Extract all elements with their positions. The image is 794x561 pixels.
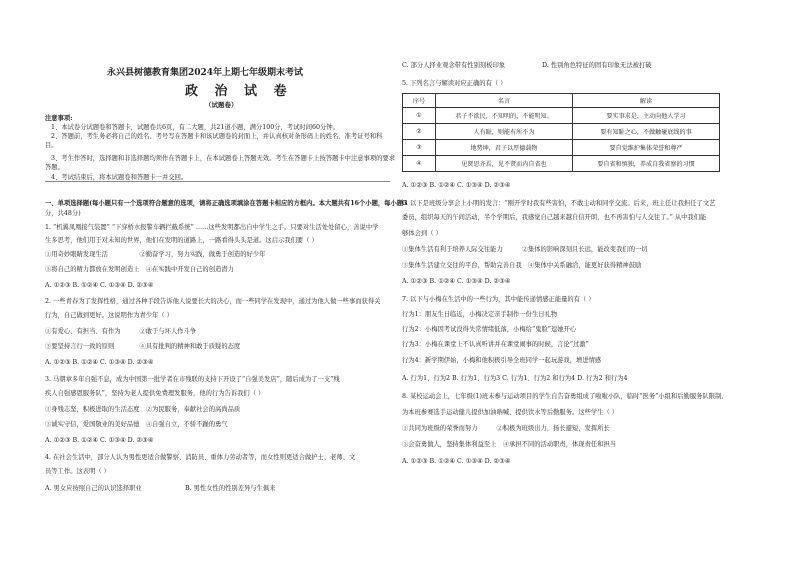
question-6-line: 6. 以下是班级分享会上小明的发言：“刚开学时我有些害怕，不敢主动和同学交流。后来，班主任让我担任了文艺 [402, 200, 716, 207]
question-3-line: 3. 马朝章多年自强不息，成为中国第一批学者在市残联的支持下开设了“自强美发店”，随后成为了一支”残 [45, 376, 340, 383]
question-8-line: ③会奋勇做人，坚持集体利益至上 ④承担不同的活动职责，体现责任和担当 [402, 441, 617, 448]
table-cell: 要自觉维护集体荣誉和尊严 [573, 140, 720, 156]
question-1-options: A. ①②③ B. ①②④ C. ①③④ D. ②③④ [45, 282, 154, 289]
table-cell: 要实事求是，主动向他人学习 [573, 108, 720, 124]
question-4-option-b: B. 男性女性的性别差异与生俱来 [185, 485, 276, 492]
notes-line: 4、考试结束后，将本试题卷和答题卡一并交回。 [51, 174, 188, 181]
question-8-line: ①共同为班级的荣誉而努力 ②积极为班级出力，扬长避短，发挥所长 [402, 425, 610, 432]
notes-line: 1、本试卷分试题卷和答题卡，试题卷共6页，有二大题，共21道小题，满分100分，考试时间60分钟。 [51, 124, 339, 131]
table-cell: ① [403, 108, 436, 124]
table-cell: 见贤思齐焉，见不贤而内自省也 [436, 156, 573, 172]
question-1-line: ①用奇妙眼睛发现生活 ②勤奋学习，努力实践，做勇于创造的好少年 [45, 251, 266, 258]
table-cell: ④ [403, 156, 436, 172]
table-header: 序号 [403, 94, 436, 108]
question-2-line: ③要坚持言行一致的原则 ④具有批判的精神和敢于质疑的态度 [45, 343, 241, 350]
question-7-line: 7. 以下与小梅在生活中的一些行为，其中能传递情感正能量的有（ ） [402, 296, 595, 303]
table-header-row [403, 94, 720, 108]
question-4-option-a: A. 男女应按照自己的认识选择职业 [45, 485, 142, 492]
question-2-line: ①有爱心、有担当、有作为 ②敢于与坏人作斗争 [45, 328, 197, 335]
table-cell: 君子不欲民，不知明的，不能明知。 [436, 108, 573, 124]
question-5-stem: 5. 下列名言与解读对应正确的有（ ） [402, 80, 507, 87]
question-4-option-d: D. 性别角色特征的固有印象无法被打破 [542, 62, 652, 69]
table-row [403, 108, 720, 124]
question-4-option-c: C. 部分人择业观念带有性别刻板印象 [402, 62, 506, 69]
table-cell: ② [403, 124, 436, 140]
notes-line: 3、考生作答时，选择题和非选择题均须作在答题卡上，在本试题卷上答题无效。考生在答题卡上按答题卡中注意事项的要求 [51, 155, 396, 162]
question-8-line: 为本班参赛选手运动健儿提供加油呐喊、提供饮水等后勤服务。这些学生（ ） [402, 409, 619, 416]
question-6-line: 够体会到（ ） [402, 230, 442, 237]
question-7-options: A. 行为1、行为2 B. 行为1、行为3 C. 行为1、行为2 和行为4 D. 行为2 和行为4 [402, 375, 628, 382]
notes-line: 2、答题前，考生务必将自己的姓名、考号写在答题卡和该试题卷的封面上，并认真核对条形码上的姓名、准考证号和科 [51, 133, 383, 140]
table-cell: 要有知耻之心，不做触碰底线的事 [573, 124, 720, 140]
subject-title: 政 治 试 卷 [185, 84, 293, 99]
question-2-options: A. ①②③ B. ①②④ C. ①③④ D. ②③④ [45, 359, 154, 366]
table-row [403, 140, 720, 156]
section1-intro: 分，共48分) [45, 210, 81, 217]
table-cell: 人有耻，则能有所不为 [436, 124, 573, 140]
table-row [403, 124, 720, 140]
question-1-line: ③将自己的精力都放在发明创造上 ④在实践中开发自己的创造潜力 [45, 266, 234, 273]
table-cell: 地势坤，君子以厚德载物 [436, 140, 573, 156]
question-3-line: 疾人自强感恩服务队”，坚持为老人提供免费理发服务，他的行为告诉我们（ ） [45, 390, 265, 397]
table-header: 解读 [573, 94, 720, 108]
question-2-line: 行为，自己做到更好。这说明作为青少年（ ） [45, 312, 173, 319]
notes-heading: 注意事项: [45, 115, 73, 122]
question-7-line: 行为3：小梅在课堂上不认真听讲并在课堂闹事的时候，言论“过激” [402, 341, 589, 348]
table-cell: ③ [403, 140, 436, 156]
question-3-line: ①身残志坚，积极进取的生活态度 ②为民服务，奉献社会的高尚品质 [45, 406, 241, 413]
question-7-line: 行为4：新学期伊始，小梅和他积极引导全班同学一起玩游戏，增进情感 [402, 357, 602, 364]
question-5-options: A. ①②③ B. ①②④ C. ①③④ D. ②③④ [402, 182, 511, 189]
question-6-options: A. ①②③ B. ①②④ C. ①③④ D. ②③④ [402, 278, 511, 285]
table-cell: 要自省和慎独，养成自我省察的习惯 [573, 156, 720, 172]
question-6-line: ①集体生活有利于培养人际交往能力 ②集体的影响深刻且长远，能改变我们的一切 [402, 246, 648, 253]
question-8-options: A. ①②③ B. ①②④ C. ①③④ D. ②③④ [402, 458, 511, 465]
left-column [45, 0, 408, 561]
question-1-line: 1. “机翼凤凰接气装置” “下穿桥水报警车辆拦截系统” ……这些发明都出自中学生之手。只要对生活处处留心，善说中学 [45, 224, 379, 231]
question-7-line: 行为2：小梅因考试没得失常情绪低落，小梅给“鬼脸”逗她开心 [402, 326, 577, 333]
school-title: 永兴县树德教育集团2024年上期七年级期末考试 [107, 68, 304, 78]
question-3-line: ③诚实守信，爱国敬业的美好品德 ④自强自立，不骄不躁的勇气 [45, 421, 228, 428]
question-6-line: 委员，组织每天的午间活动，半个学期后，我感觉自己越来越自信开朗，也不再害怕与人交往了。” 从中我们能 [402, 214, 707, 221]
section-divider [45, 181, 390, 182]
paper-type: （试题卷） [205, 101, 238, 109]
question-2-line: 2. 一些青春为了发挥性格，通过各种手段告诉他人说要长大的决心，而一些同学在发现中，通过为他人做一些事而获得关 [45, 298, 381, 305]
question-1-line: 生多思考，他们用于对未知的世界，他们在发明的道路上，一路看得头头是道。这启示我们要（ ） [45, 237, 318, 244]
question-3-options: A. ①②③ B. ①②④ C. ①③④ D. ②③④ [45, 437, 154, 444]
section1-intro: 一、单项选择题(每小题只有一个选项符合题意的选项，请将正确选项填涂在答题卡相应的方框内。本大题共有16个小题，每小题3 [45, 200, 408, 207]
question-4-line: 员等工作。这表明（ ） [45, 468, 110, 475]
question-7-line: 行为1：朋友生日临近，小梅决定亲手制作一份生日礼物 [402, 311, 558, 318]
table-header: 名言 [436, 94, 573, 108]
quote-table [402, 93, 720, 172]
right-column [402, 0, 752, 561]
table-row [403, 156, 720, 172]
notes-line: 目。 [45, 142, 58, 149]
question-8-line: 8. 某校运动会上，七年级(1)班未参与运动项目的学生自告奋勇组成了啦啦小队，临时“医务”小组和后勤服务队限制, [402, 393, 724, 400]
question-4-line: 4. 在社会生活中，部分人认为男性更适合做警察、消防员、重体力劳动者等，而女性则更适合做护士、老师、文 [45, 454, 356, 461]
question-6-line: ③集体生活建立交往的平台，帮助完善自我 ④集体中关系融洽，能更好获得精神鼓励 [402, 262, 642, 269]
notes-line: 答题。 [45, 164, 64, 171]
